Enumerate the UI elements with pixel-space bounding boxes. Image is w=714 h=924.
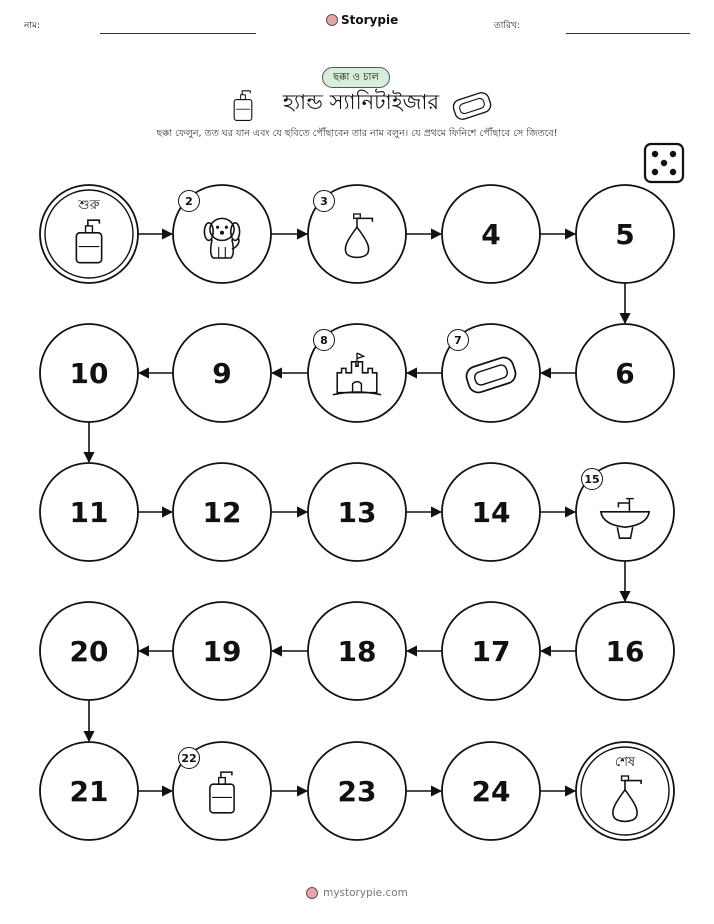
start-label: শুরু [78,198,100,213]
page-title: হ্যান্ড স্যানিটাইজার [282,90,440,114]
cell-number-badge: 3 [313,190,335,212]
bear-icon [306,887,318,899]
cell-number: 14 [471,495,511,529]
sanitizer-bottle-icon [228,90,258,122]
cell-number-badge: 15 [581,468,603,490]
cell-number: 5 [615,217,635,251]
cell-number: 18 [337,634,377,668]
game-type-badge: ছক্কা ও চাল [322,67,390,88]
cell-number: 21 [69,774,109,808]
cell-number: 10 [69,356,109,390]
cell-number: 12 [202,495,242,529]
cell-number: 24 [471,774,511,808]
name-label: নাম: [24,21,41,31]
cell-number: 16 [605,634,645,668]
brand-name: Storypie [341,13,399,27]
cell-number-badge: 8 [313,329,335,351]
date-label: তারিখ: [494,21,520,31]
footer-url: mystorypie.com [323,887,408,899]
cell-number: 23 [337,774,377,808]
cell-number: 11 [69,495,109,529]
footer [0,887,714,899]
cell-number: 6 [615,356,635,390]
cell-number-badge: 22 [178,747,200,769]
soap-bar-icon [452,92,492,120]
cell-number: 13 [337,495,377,529]
cell-number-badge: 2 [178,190,200,212]
cell-number: 19 [202,634,242,668]
cell-number: 17 [471,634,511,668]
dice-icon [643,142,685,184]
instructions: ছক্কা ফেলুন, তত ঘর যান এবং যে ছবিতে পৌঁছাবেন তার নাম বলুন। যে প্রথমে ফিনিশে পৌঁছাবে সে জিতবে! [156,128,558,139]
cell-number: 20 [69,634,109,668]
end-label: শেষ [614,755,636,770]
cell-number: 9 [212,356,232,390]
cell-number: 4 [481,217,501,251]
cell-number-badge: 7 [447,329,469,351]
